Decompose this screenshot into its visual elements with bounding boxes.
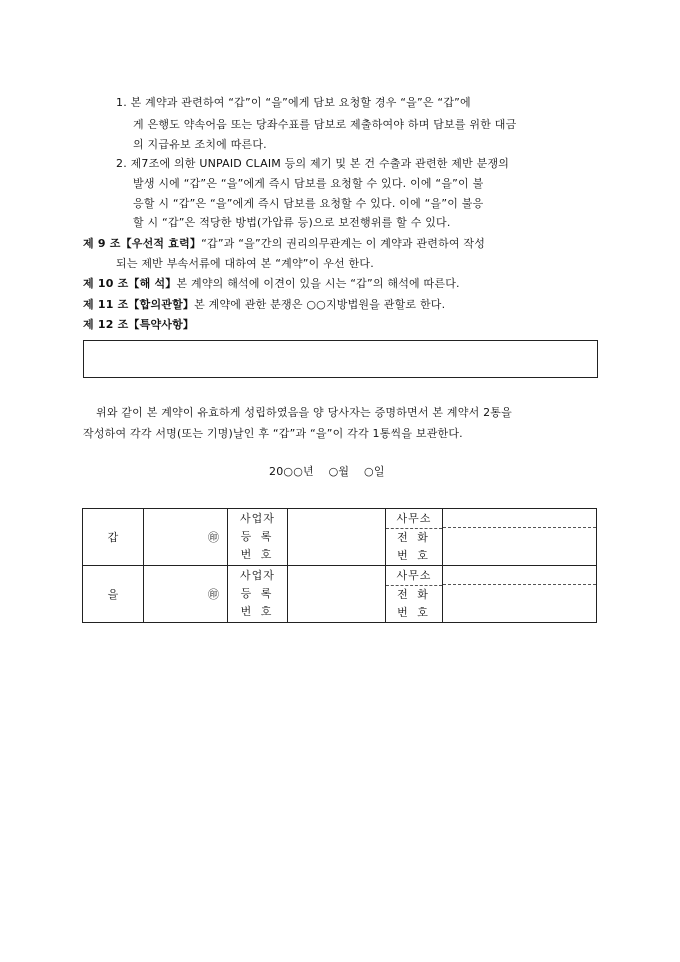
label-part: 사업자 [240,512,275,525]
article-11-text: 본 계약에 관한 분쟁은 ○○지방법원을 관할로 한다. [194,298,446,311]
article-10 [83,277,460,291]
label-part: 사업자 [240,569,275,582]
label-part: 등 록 [240,530,275,543]
office-value[interactable] [443,509,596,528]
party-label: 갑 [83,509,144,566]
label-part: 전 화 [397,587,431,601]
contract-date: 20○○년 ○월 ○일 [269,465,385,478]
signature-table [82,508,597,623]
office-phone-label [386,566,443,623]
table-row-party-a [83,509,597,566]
clause-2-line-3: 응할 시 “갑”은 “을”에게 즉시 담보를 요청할 수 있다. 이에 “을”이 불응 [133,197,484,210]
clause-2-line-4: 할 시 “갑”은 적당한 방법(가압류 등)으로 보전행위를 할 수 있다. [133,216,451,229]
article-9-text: “갑”과 “을”간의 권리의무관계는 이 계약과 관련하여 작성 [201,237,486,250]
label-part: 사무소 [386,567,442,586]
article-9-heading: 제 9 조【우선적 효력】 [83,237,202,250]
business-registration-label [228,509,288,566]
article-11 [83,298,445,312]
office-phone-label [386,509,443,566]
phone-value[interactable] [443,528,596,565]
seal-mark: ㊞ [144,566,228,623]
label-part: 전 화 [397,530,431,544]
label-part: 번 호 [240,605,275,618]
closing-line-2: 작성하여 각각 서명(또는 기명)날인 후 “갑”과 “을”이 각각 1통씩을 보관한다. [83,427,463,440]
article-10-heading: 제 10 조【해 석】 [83,277,177,290]
clause-2-line-1: 2. 제7조에 의한 UNPAID CLAIM 등의 제기 및 본 건 수출과 관련한 제반 분쟁의 [116,157,510,170]
special-terms-box[interactable] [83,340,598,378]
party-label: 을 [83,566,144,623]
label-part: 번 호 [397,605,431,619]
business-registration-value[interactable] [288,509,386,566]
label-part: 사무소 [386,510,442,529]
closing-line-1: 위와 같이 본 계약이 유효하게 성립하였음을 양 당사자는 증명하면서 본 계약서 2통을 [96,406,512,419]
article-10-text: 본 계약의 해석에 이견이 있을 시는 “갑”의 해석에 따른다. [176,277,460,290]
clause-1-line-3: 의 지급유보 조치에 따른다. [133,138,267,151]
article-9-line-1 [83,237,485,251]
business-registration-label [228,566,288,623]
clause-1-line-1: 1. 본 계약과 관련하여 “갑”이 “을”에게 담보 요청할 경우 “을”은 “갑”에 [116,96,471,109]
label-part: 등 록 [240,587,275,600]
clause-2-line-2: 발생 시에 “갑”은 “을”에게 즉시 담보를 요청할 수 있다. 이에 “을”이 불 [133,177,484,190]
office-phone-value[interactable] [443,509,597,566]
article-12-heading: 제 12 조【특약사항】 [83,318,195,331]
phone-value[interactable] [443,585,596,622]
article-9-line-2: 되는 제반 부속서류에 대하여 본 “계약”이 우선 한다. [116,257,374,270]
article-11-heading: 제 11 조【합의관할】 [83,298,195,311]
seal-mark: ㊞ [144,509,228,566]
label-part: 번 호 [397,548,431,562]
clause-1-line-2: 게 은행도 약속어음 또는 당좌수표를 담보로 제출하여야 하며 담보를 위한 대금 [133,118,517,131]
office-value[interactable] [443,566,596,585]
table-row-party-b [83,566,597,623]
label-part: 번 호 [240,548,275,561]
office-phone-value[interactable] [443,566,597,623]
business-registration-value[interactable] [288,566,386,623]
